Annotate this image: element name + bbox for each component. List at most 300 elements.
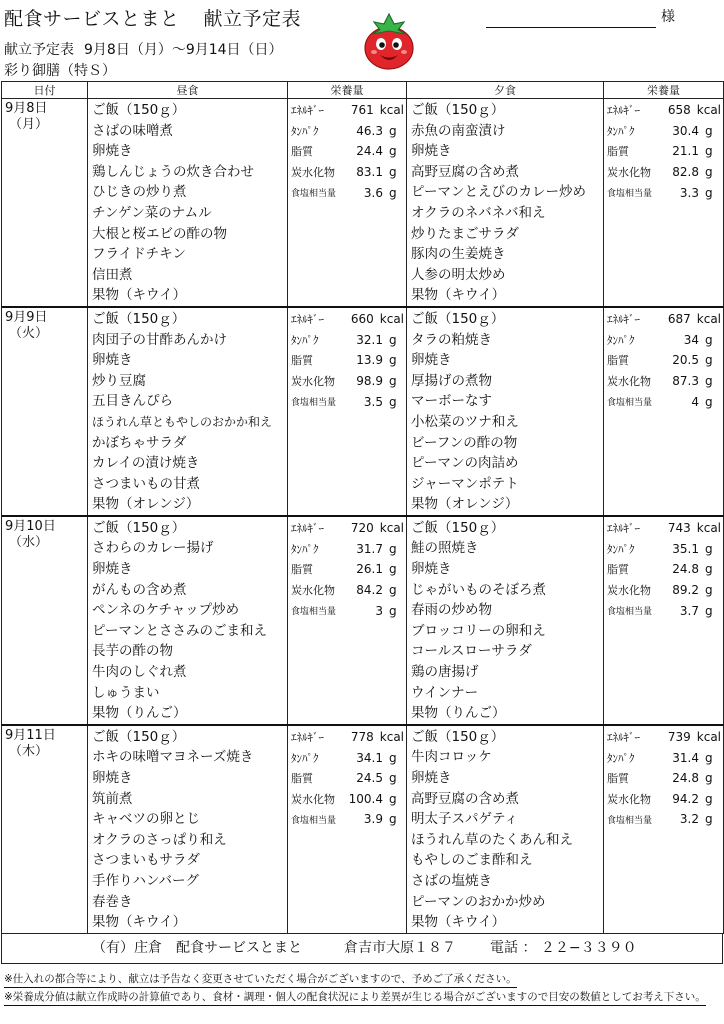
nutrient-label-salt: 食塩相当量 bbox=[607, 189, 653, 200]
nutrient-label-energy: ｴﾈﾙｷﾞｰ bbox=[607, 313, 640, 327]
lunch-cell bbox=[88, 725, 288, 933]
dish-item: ピーマンとえびのカレー炒め bbox=[411, 184, 586, 201]
nutrient-label-salt: 食塩相当量 bbox=[291, 189, 337, 200]
dish-item: 果物（キウイ） bbox=[411, 287, 506, 304]
schedule-title: 献立予定表 bbox=[203, 8, 302, 30]
date-text: 9月8日 bbox=[5, 101, 48, 116]
lunch-nutrition-cell-list bbox=[288, 726, 406, 830]
nutrient-unit-salt: g bbox=[389, 603, 397, 618]
nutrient-unit-energy: kcal bbox=[379, 730, 404, 745]
nutrient-label-protein: ﾀﾝﾊﾟｸ bbox=[607, 751, 635, 765]
dinner-nutrition-cell-list bbox=[604, 308, 723, 412]
nutrient-row-energy bbox=[607, 518, 721, 539]
nutrient-unit-salt: g bbox=[705, 812, 713, 827]
dish-item: さばの味噌煮 bbox=[92, 122, 173, 139]
nutrient-row-carbs bbox=[607, 162, 721, 183]
dinner-nutrition-cell-list bbox=[604, 99, 723, 203]
nutrient-label-fat: 脂質 bbox=[291, 772, 313, 786]
nutrient-unit-energy: kcal bbox=[696, 103, 721, 118]
dish-item: 長芋の酢の物 bbox=[92, 643, 173, 660]
nutrient-row-fat bbox=[607, 350, 721, 371]
nutrient-label-carbs: 炭水化物 bbox=[291, 166, 335, 180]
nutrient-unit-salt: g bbox=[389, 185, 397, 200]
menu-table bbox=[1, 81, 724, 934]
nutrient-label-salt: 食塩相当量 bbox=[291, 398, 337, 409]
nutrient-unit-fat: g bbox=[389, 562, 397, 577]
nutrient-value-energy: 778 bbox=[350, 730, 374, 745]
nutrient-value-protein: 35.1 bbox=[672, 541, 699, 556]
nutrient-unit-carbs: g bbox=[389, 791, 397, 806]
nutrient-value-fat: 21.1 bbox=[672, 144, 699, 159]
nutrient-label-carbs: 炭水化物 bbox=[291, 792, 335, 806]
lunch-cell-list bbox=[88, 726, 287, 933]
lunch-nutrition-cell bbox=[288, 516, 407, 725]
weekday-text: （月） bbox=[9, 117, 49, 132]
nutrient-row-carbs bbox=[607, 580, 721, 601]
dish-item: 牛肉のしぐれ煮 bbox=[92, 664, 187, 681]
dish-item: ペンネのケチャップ炒め bbox=[92, 602, 240, 619]
nutrient-row-salt bbox=[291, 809, 404, 830]
dish-item: キャベツの卵とじ bbox=[92, 811, 200, 828]
nutrient-row-carbs bbox=[291, 162, 404, 183]
nutrient-label-fat: 脂質 bbox=[607, 563, 629, 577]
day-row bbox=[2, 725, 724, 933]
nutrient-unit-energy: kcal bbox=[696, 312, 721, 327]
dish-item: 果物（キウイ） bbox=[411, 914, 506, 931]
nutrient-unit-salt: g bbox=[389, 812, 397, 827]
nutrient-unit-fat: g bbox=[389, 353, 397, 368]
dish-item: もやしのごま酢和え bbox=[411, 852, 533, 869]
nutrient-row-carbs bbox=[291, 789, 404, 810]
nutrient-row-salt bbox=[607, 809, 721, 830]
nutrient-value-fat: 26.1 bbox=[356, 562, 383, 577]
nutrient-label-fat: 脂質 bbox=[607, 145, 629, 159]
nutrient-value-carbs: 84.2 bbox=[356, 582, 383, 597]
dish-item: 人参の明太炒め bbox=[411, 266, 506, 283]
dish-item: 卵焼き bbox=[92, 770, 133, 786]
nutrient-row-energy bbox=[291, 518, 404, 539]
nutrient-row-carbs bbox=[291, 580, 404, 601]
nutrient-row-fat bbox=[291, 141, 404, 162]
date-cell bbox=[2, 725, 88, 933]
nutrient-label-fat: 脂質 bbox=[291, 563, 313, 577]
column-header-date: 日付 bbox=[2, 82, 88, 99]
dinner-cell-list bbox=[407, 726, 603, 933]
course-name: 彩り御膳（特Ｓ） bbox=[4, 63, 116, 79]
dish-item: タラの粕焼き bbox=[411, 331, 492, 348]
dish-item: 卵焼き bbox=[92, 143, 133, 160]
nutrient-label-energy: ｴﾈﾙｷﾞｰ bbox=[291, 731, 324, 745]
lunch-cell bbox=[88, 516, 288, 725]
nutrient-row-salt bbox=[607, 600, 721, 621]
dinner-nutrition-cell bbox=[604, 725, 724, 933]
nutrient-unit-protein: g bbox=[705, 541, 713, 556]
nutrient-value-protein: 34.1 bbox=[356, 750, 383, 765]
dish-item: 厚揚げの煮物 bbox=[411, 372, 492, 389]
date-label bbox=[2, 726, 87, 760]
dish-item: 大根と桜エビの酢の物 bbox=[92, 225, 227, 242]
column-header-lunch-nutrition: 栄養量 bbox=[288, 82, 407, 99]
dish-item: 小松菜のツナ和え bbox=[411, 413, 519, 430]
nutrient-unit-carbs: g bbox=[705, 582, 713, 597]
nutrient-value-fat: 24.4 bbox=[356, 144, 383, 159]
date-cell bbox=[2, 307, 88, 516]
nutrient-unit-protein: g bbox=[705, 123, 713, 138]
nutrient-row-energy bbox=[291, 727, 404, 748]
dish-item: 高野豆腐の含め煮 bbox=[411, 163, 519, 180]
nutrient-value-energy: 739 bbox=[667, 730, 691, 745]
dish-item: 果物（オレンジ） bbox=[411, 496, 519, 513]
day-row bbox=[2, 307, 724, 516]
dish-item: 信田煮 bbox=[92, 266, 133, 283]
dish-item: 果物（りんご） bbox=[411, 705, 506, 722]
dish-item: ピーマンとささみのごま和え bbox=[92, 622, 267, 639]
dish-item: 卵焼き bbox=[92, 352, 133, 369]
nutrient-unit-carbs: g bbox=[389, 374, 397, 389]
nutrient-row-salt bbox=[291, 600, 404, 621]
nutrient-unit-protein: g bbox=[389, 750, 397, 765]
nutrient-row-protein bbox=[607, 538, 721, 559]
nutrient-label-fat: 脂質 bbox=[607, 772, 629, 786]
nutrient-value-fat: 13.9 bbox=[356, 353, 383, 368]
nutrient-label-fat: 脂質 bbox=[607, 354, 629, 368]
lunch-nutrition-cell-list bbox=[288, 99, 406, 203]
dish-item: ご飯（150ｇ） bbox=[92, 728, 186, 745]
dish-item: 果物（キウイ） bbox=[92, 914, 187, 931]
dish-item: 牛肉コロッケ bbox=[411, 749, 492, 766]
date-label bbox=[2, 308, 87, 342]
nutrient-label-salt: 食塩相当量 bbox=[607, 815, 653, 826]
lunch-nutrition-cell bbox=[288, 307, 407, 516]
nutrient-value-carbs: 87.3 bbox=[672, 374, 699, 389]
nutrient-label-energy: ｴﾈﾙｷﾞｰ bbox=[291, 313, 324, 327]
lunch-cell-list bbox=[88, 517, 287, 724]
dish-item: がんもの含め煮 bbox=[92, 581, 187, 598]
dish-item: ジャーマンポテト bbox=[411, 475, 519, 492]
nutrient-value-fat: 24.5 bbox=[356, 771, 383, 786]
dish-item: チンゲン菜のナムル bbox=[92, 204, 212, 221]
dish-item: ビーフンの酢の物 bbox=[411, 434, 518, 451]
nutrient-row-fat bbox=[291, 559, 404, 580]
nutrient-row-protein bbox=[607, 747, 721, 768]
nutrient-row-energy bbox=[291, 100, 404, 121]
nutrient-value-protein: 31.4 bbox=[672, 750, 699, 765]
dish-item: さばの塩焼き bbox=[411, 872, 492, 889]
nutrient-row-protein bbox=[291, 747, 404, 768]
nutrient-label-protein: ﾀﾝﾊﾟｸ bbox=[291, 124, 319, 138]
dish-item: オクラのさっぱり和え bbox=[92, 831, 227, 848]
dish-item: 明太子スパゲティ bbox=[411, 811, 518, 828]
dinner-cell bbox=[407, 99, 604, 307]
dish-item: 春雨の炒め物 bbox=[411, 602, 492, 619]
nutrient-row-fat bbox=[291, 350, 404, 371]
dish-item: 手作りハンバーグ bbox=[92, 872, 200, 889]
nutrient-value-protein: 31.7 bbox=[356, 541, 383, 556]
dish-item: 卵焼き bbox=[411, 561, 452, 578]
weekday-text: （火） bbox=[9, 325, 49, 341]
nutrient-value-salt: 3.6 bbox=[363, 185, 383, 200]
nutrient-unit-fat: g bbox=[389, 144, 397, 159]
lunch-cell-list bbox=[88, 308, 287, 515]
nutrient-label-carbs: 炭水化物 bbox=[291, 583, 335, 597]
column-header-dinner-nutrition: 栄養量 bbox=[604, 82, 724, 99]
nutrient-label-fat: 脂質 bbox=[291, 354, 313, 368]
nutrient-label-energy: ｴﾈﾙｷﾞｰ bbox=[291, 104, 324, 118]
nutrient-unit-salt: g bbox=[389, 394, 397, 409]
note-menu-change: ※仕入れの都合等により、献立は予告なく変更させていただく場合がございますので、予めご了承ください。 bbox=[4, 971, 517, 988]
dish-item: 高野豆腐の含め煮 bbox=[411, 790, 519, 807]
date-text: 9月10日 bbox=[5, 518, 56, 534]
dish-item: 鶏の唐揚げ bbox=[411, 664, 479, 681]
dish-item: 果物（キウイ） bbox=[92, 287, 187, 304]
nutrient-value-protein: 30.4 bbox=[672, 123, 699, 138]
recipient-honorific: 様 bbox=[661, 9, 675, 25]
dish-item: 果物（りんご） bbox=[92, 705, 187, 722]
nutrient-label-carbs: 炭水化物 bbox=[291, 375, 335, 389]
nutrient-label-protein: ﾀﾝﾊﾟｸ bbox=[291, 333, 319, 347]
nutrient-value-salt: 3.7 bbox=[679, 603, 699, 618]
dish-item: ひじきの炒り煮 bbox=[92, 184, 187, 201]
nutrient-label-carbs: 炭水化物 bbox=[607, 166, 651, 180]
lunch-nutrition-cell bbox=[288, 725, 407, 933]
nutrient-value-salt: 4 bbox=[691, 394, 699, 409]
dinner-nutrition-cell-list bbox=[604, 517, 723, 621]
nutrient-row-energy bbox=[607, 100, 721, 121]
nutrient-row-fat bbox=[291, 768, 404, 789]
dish-item: ご飯（150ｇ） bbox=[92, 102, 186, 118]
dinner-nutrition-cell-list bbox=[604, 726, 723, 830]
nutrient-unit-carbs: g bbox=[705, 374, 713, 389]
dish-item: 筑前煮 bbox=[92, 790, 133, 807]
dinner-cell bbox=[407, 516, 604, 725]
dish-item: 炒り豆腐 bbox=[92, 372, 146, 389]
nutrient-label-salt: 食塩相当量 bbox=[607, 607, 653, 618]
date-label bbox=[2, 99, 87, 133]
nutrient-unit-energy: kcal bbox=[696, 521, 721, 536]
dish-item: じゃがいものそぼろ煮 bbox=[411, 581, 546, 598]
nutrient-label-protein: ﾀﾝﾊﾟｸ bbox=[607, 124, 635, 138]
nutrient-unit-carbs: g bbox=[705, 165, 713, 180]
dish-item: オクラのネバネバ和え bbox=[411, 204, 546, 221]
nutrient-label-protein: ﾀﾝﾊﾟｸ bbox=[607, 542, 635, 556]
dish-item: ご飯（150ｇ） bbox=[411, 728, 505, 745]
nutrient-value-energy: 761 bbox=[350, 103, 374, 118]
nutrient-value-salt: 3 bbox=[375, 603, 383, 618]
dish-item: さつまいもの甘煮 bbox=[92, 475, 200, 492]
nutrient-unit-fat: g bbox=[705, 562, 713, 577]
nutrient-value-energy: 687 bbox=[667, 312, 691, 327]
nutrient-unit-energy: kcal bbox=[379, 103, 404, 118]
nutrient-unit-fat: g bbox=[705, 144, 713, 159]
nutrient-value-carbs: 94.2 bbox=[672, 791, 699, 806]
date-cell bbox=[2, 99, 88, 307]
nutrient-value-energy: 720 bbox=[350, 521, 374, 536]
dish-item: ご飯（150ｇ） bbox=[92, 310, 186, 327]
footer-company: （有）庄倉 配食サービスとまと bbox=[92, 940, 302, 956]
dish-item: さつまいもサラダ bbox=[92, 852, 200, 869]
nutrient-unit-fat: g bbox=[705, 771, 713, 786]
nutrient-row-protein bbox=[291, 330, 404, 351]
dish-item: ご飯（150ｇ） bbox=[411, 310, 505, 327]
nutrient-label-energy: ｴﾈﾙｷﾞｰ bbox=[291, 522, 324, 536]
recipient-name-line bbox=[486, 6, 656, 28]
dinner-cell-list bbox=[407, 308, 603, 515]
nutrient-row-fat bbox=[607, 559, 721, 580]
nutrient-label-salt: 食塩相当量 bbox=[291, 607, 337, 618]
nutrient-label-salt: 食塩相当量 bbox=[291, 815, 337, 826]
dish-item: 豚肉の生姜焼き bbox=[411, 246, 506, 263]
lunch-cell-list bbox=[88, 99, 287, 306]
dish-item: 卵焼き bbox=[92, 561, 133, 578]
nutrient-row-salt bbox=[291, 391, 404, 412]
nutrient-row-salt bbox=[291, 182, 404, 203]
nutrient-row-carbs bbox=[607, 371, 721, 392]
dish-item: 卵焼き bbox=[411, 770, 452, 786]
nutrient-unit-protein: g bbox=[389, 123, 397, 138]
nutrient-unit-carbs: g bbox=[705, 791, 713, 806]
nutrient-unit-carbs: g bbox=[389, 582, 397, 597]
weekday-text: （木） bbox=[9, 743, 49, 759]
nutrient-row-protein bbox=[607, 330, 721, 351]
dinner-nutrition-cell bbox=[604, 307, 724, 516]
nutrient-label-energy: ｴﾈﾙｷﾞｰ bbox=[607, 731, 640, 745]
nutrient-unit-protein: g bbox=[389, 332, 397, 347]
tomato-mascot-icon bbox=[362, 10, 416, 72]
note-nutrition-estimate: ※栄養成分値は献立作成時の計算値であり、食材・調理・個人の配食状況により差異が生じる場合がございますので目安の数値としてお考え下さい。 bbox=[4, 989, 706, 1006]
company-footer bbox=[1, 933, 723, 964]
nutrient-value-fat: 24.8 bbox=[672, 771, 699, 786]
nutrient-value-protein: 32.1 bbox=[356, 332, 383, 347]
nutrient-label-energy: ｴﾈﾙｷﾞｰ bbox=[607, 522, 640, 536]
nutrient-label-protein: ﾀﾝﾊﾟｸ bbox=[291, 751, 319, 765]
dinner-cell bbox=[407, 725, 604, 933]
dish-item: しゅうまい bbox=[92, 684, 160, 701]
dish-item: ご飯（150ｇ） bbox=[411, 102, 505, 118]
dish-item: コールスローサラダ bbox=[411, 643, 532, 660]
dish-item: 肉団子の甘酢あんかけ bbox=[92, 331, 227, 348]
dish-item: マーボーなす bbox=[411, 393, 492, 410]
nutrient-row-salt bbox=[607, 182, 721, 203]
dish-item: かぼちゃサラダ bbox=[92, 434, 187, 451]
dish-item: 鮭の照焼き bbox=[411, 540, 479, 557]
schedule-label: 献立予定表 bbox=[4, 42, 74, 58]
nutrient-row-energy bbox=[291, 309, 404, 330]
nutrient-value-carbs: 89.2 bbox=[672, 582, 699, 597]
nutrient-unit-protein: g bbox=[705, 332, 713, 347]
nutrient-row-protein bbox=[607, 121, 721, 142]
lunch-nutrition-cell bbox=[288, 99, 407, 307]
nutrient-unit-salt: g bbox=[705, 185, 713, 200]
nutrient-label-carbs: 炭水化物 bbox=[607, 375, 651, 389]
dinner-cell-list bbox=[407, 517, 603, 724]
nutrient-label-fat: 脂質 bbox=[291, 145, 313, 159]
nutrient-label-salt: 食塩相当量 bbox=[607, 398, 653, 409]
date-cell bbox=[2, 516, 88, 725]
dish-item: 炒りたまごサラダ bbox=[411, 225, 519, 242]
lunch-cell bbox=[88, 307, 288, 516]
company-title: 配食サービスとまと bbox=[4, 8, 180, 30]
nutrient-value-energy: 660 bbox=[350, 312, 374, 327]
nutrient-unit-energy: kcal bbox=[696, 730, 721, 745]
nutrient-value-carbs: 98.9 bbox=[356, 374, 383, 389]
nutrient-unit-salt: g bbox=[705, 603, 713, 618]
day-row bbox=[2, 99, 724, 307]
dish-item: ほうれん草のたくあん和え bbox=[411, 831, 573, 848]
date-text: 9月11日 bbox=[5, 727, 56, 743]
dish-item: ご飯（150ｇ） bbox=[411, 519, 505, 536]
nutrient-value-carbs: 82.8 bbox=[672, 165, 699, 180]
dinner-nutrition-cell bbox=[604, 99, 724, 307]
dish-item: ピーマンの肉詰め bbox=[411, 455, 519, 472]
nutrient-value-salt: 3.2 bbox=[679, 812, 699, 827]
date-label bbox=[2, 517, 87, 551]
nutrient-label-protein: ﾀﾝﾊﾟｸ bbox=[291, 542, 319, 556]
date-range: 9月8日（月）〜9月14日（日） bbox=[84, 42, 283, 58]
nutrient-unit-energy: kcal bbox=[379, 521, 404, 536]
nutrient-value-energy: 658 bbox=[667, 103, 691, 118]
nutrient-value-energy: 743 bbox=[667, 521, 691, 536]
nutrient-value-fat: 24.8 bbox=[672, 562, 699, 577]
nutrient-label-carbs: 炭水化物 bbox=[607, 583, 651, 597]
nutrient-row-carbs bbox=[607, 789, 721, 810]
dish-item: ホキの味噌マヨネーズ焼き bbox=[92, 749, 254, 766]
dish-item: 春巻き bbox=[92, 893, 133, 910]
nutrient-label-energy: ｴﾈﾙｷﾞｰ bbox=[607, 104, 640, 118]
dish-item: 卵焼き bbox=[411, 352, 452, 369]
lunch-nutrition-cell-list bbox=[288, 308, 406, 412]
nutrient-value-protein: 46.3 bbox=[356, 123, 383, 138]
dish-item: 赤魚の南蛮漬け bbox=[411, 122, 506, 139]
column-header-lunch: 昼食 bbox=[88, 82, 288, 99]
nutrient-unit-carbs: g bbox=[389, 165, 397, 180]
dish-item: ブロッコリーの卵和え bbox=[411, 622, 546, 639]
lunch-cell bbox=[88, 99, 288, 307]
nutrient-unit-salt: g bbox=[705, 394, 713, 409]
dish-item: 五目きんぴら bbox=[92, 393, 173, 410]
nutrient-label-carbs: 炭水化物 bbox=[607, 792, 651, 806]
weekday-text: （水） bbox=[9, 534, 49, 550]
nutrient-row-fat bbox=[607, 768, 721, 789]
dish-item: 果物（オレンジ） bbox=[92, 496, 200, 513]
nutrient-unit-fat: g bbox=[389, 771, 397, 786]
nutrient-row-protein bbox=[291, 121, 404, 142]
dish-item: カレイの漬け焼き bbox=[92, 455, 200, 472]
schedule-period bbox=[4, 39, 283, 59]
date-text: 9月9日 bbox=[5, 309, 48, 325]
nutrient-value-carbs: 100.4 bbox=[348, 791, 383, 806]
footer-phone: 電話 ： ２２−３３９０ bbox=[490, 940, 637, 956]
column-header-dinner: 夕食 bbox=[407, 82, 604, 99]
page-title bbox=[4, 4, 301, 31]
nutrient-unit-protein: g bbox=[389, 541, 397, 556]
nutrient-row-carbs bbox=[291, 371, 404, 392]
dinner-cell bbox=[407, 307, 604, 516]
dish-item: ウインナー bbox=[411, 684, 479, 701]
nutrient-value-salt: 3.5 bbox=[363, 394, 383, 409]
dish-item: フライドチキン bbox=[92, 246, 186, 263]
nutrient-value-salt: 3.3 bbox=[679, 185, 699, 200]
nutrient-row-fat bbox=[607, 141, 721, 162]
nutrient-unit-protein: g bbox=[705, 750, 713, 765]
dinner-nutrition-cell bbox=[604, 516, 724, 725]
dish-item: ピーマンのおかか炒め bbox=[411, 893, 546, 910]
dish-item: さわらのカレー揚げ bbox=[92, 540, 214, 557]
nutrient-row-energy bbox=[607, 727, 721, 748]
dish-item: ご飯（150ｇ） bbox=[92, 519, 186, 536]
dinner-cell-list bbox=[407, 99, 603, 306]
nutrient-label-protein: ﾀﾝﾊﾟｸ bbox=[607, 333, 635, 347]
nutrient-value-fat: 20.5 bbox=[672, 353, 699, 368]
